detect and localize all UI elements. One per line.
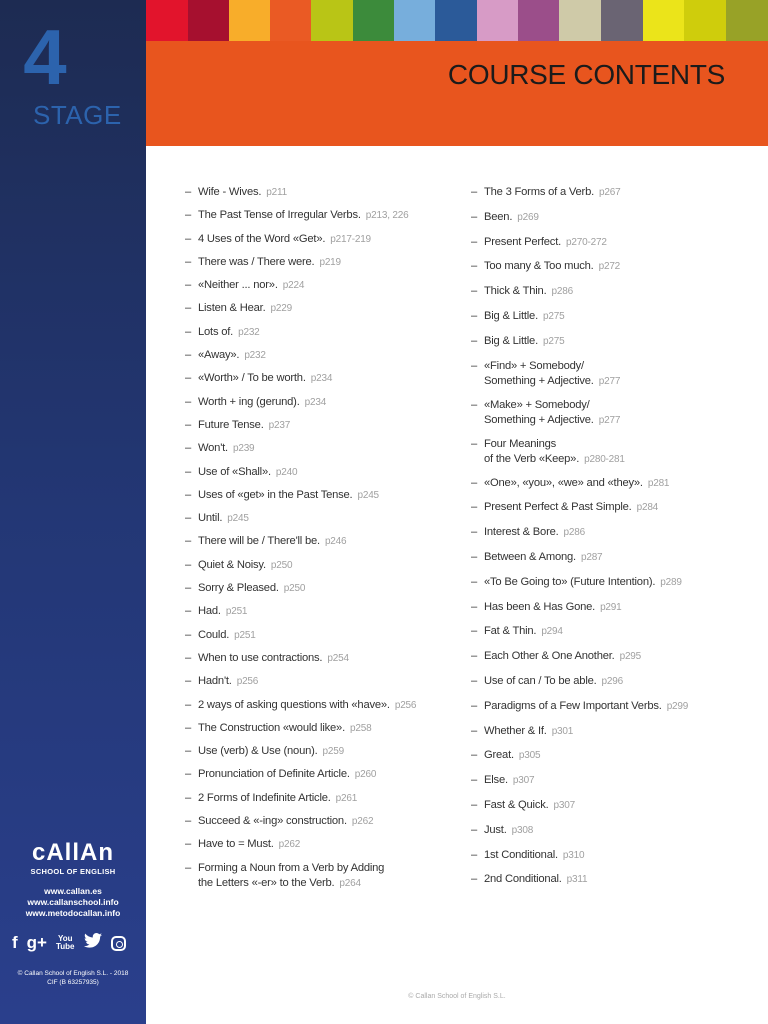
contents-item-page: p260 — [354, 769, 377, 781]
contents-item-page: p217-219 — [330, 233, 371, 245]
contents-item-page: p251 — [234, 629, 256, 641]
contents-item-title: 2 ways of asking questions with «have». — [198, 698, 390, 711]
contents-item-page: p250 — [270, 559, 293, 571]
contents-item-title: Succeed & «-ing» construction. — [198, 815, 347, 828]
contents-item-page: p250 — [283, 583, 306, 595]
contents-item-title: Too many & Too much. — [484, 260, 594, 273]
color-swatch — [311, 0, 353, 41]
contents-item-title: Four Meanings of the Verb «Keep». — [484, 437, 580, 465]
contents-right-column — [471, 185, 761, 897]
link-metodocallan-info[interactable]: www.metodocallan.info — [25, 908, 121, 918]
callan-logo — [0, 840, 146, 876]
contents-item — [471, 823, 761, 848]
contents-item-title: Else. — [484, 774, 508, 787]
contents-item — [185, 208, 465, 231]
contents-item — [185, 301, 465, 324]
contents-item-title: Thick & Thin. — [484, 285, 547, 298]
contents-item-title: Present Perfect. — [484, 235, 562, 248]
youtube-icon-bottom: Tube — [55, 942, 75, 951]
contents-item-title: Worth + ing (gerund). — [198, 395, 300, 408]
contents-item — [185, 721, 465, 744]
contents-item-title: Big & Little. — [484, 334, 538, 347]
color-swatch — [726, 0, 768, 41]
contents-item-page: p294 — [541, 626, 563, 638]
contents-item-page: p281 — [647, 477, 670, 489]
sidebar-copyright-line2: CIF (B 63257935) — [47, 979, 99, 986]
contents-item-title: The Construction «would like». — [198, 721, 345, 734]
contents-item — [471, 724, 761, 749]
contents-item-page: p307 — [553, 799, 575, 811]
contents-item-page: p234 — [310, 373, 333, 385]
link-callanschool-info[interactable]: www.callanschool.info — [27, 897, 119, 907]
contents-item-page: p270-272 — [566, 236, 607, 248]
contents-item-title: Future Tense. — [198, 418, 264, 431]
contents-item-page: p296 — [601, 675, 623, 687]
sidebar-copyright — [0, 969, 146, 987]
contents-item-page: p267 — [599, 187, 621, 198]
contents-item — [185, 441, 465, 464]
contents-item-title: «One», «you», «we» and «they». — [484, 476, 643, 489]
stage-number: 4 — [23, 13, 67, 101]
contents-item-page: p291 — [600, 601, 622, 613]
contents-item — [185, 837, 465, 860]
contents-item — [185, 604, 465, 627]
contents-item — [185, 395, 465, 418]
contents-item — [471, 848, 761, 873]
contents-item-title: «Find» + Somebody/ Something + Adjective. — [484, 359, 594, 387]
google-plus-icon[interactable]: g+ — [26, 933, 47, 952]
contents-item — [185, 628, 465, 651]
contents-item-title: Use of «Shall». — [198, 465, 271, 478]
contents-item-title: Just. — [484, 823, 507, 836]
contents-item-page: p245 — [227, 513, 249, 525]
color-swatch — [353, 0, 394, 41]
contents-item-page: p264 — [339, 877, 361, 889]
contents-item-page: p277 — [598, 414, 621, 426]
contents-item — [471, 649, 761, 674]
contents-item-title: Won't. — [198, 442, 228, 455]
youtube-icon[interactable] — [56, 935, 75, 951]
contents-item-page: p286 — [551, 286, 573, 298]
contents-item-page: p211 — [266, 187, 287, 198]
contents-item — [471, 309, 761, 334]
contents-item-title: Quiet & Noisy. — [198, 558, 266, 571]
contents-item — [471, 500, 761, 525]
contents-item — [185, 511, 465, 534]
contents-item-page: p307 — [512, 775, 535, 787]
contents-item — [471, 359, 761, 398]
contents-item — [471, 674, 761, 699]
contents-item — [185, 651, 465, 674]
contents-item-page: p224 — [282, 280, 305, 292]
contents-item — [185, 488, 465, 511]
contents-item — [185, 558, 465, 581]
color-swatch — [435, 0, 477, 41]
contents-item-title: Hadn't. — [198, 675, 232, 688]
color-swatch — [643, 0, 684, 41]
contents-item — [471, 773, 761, 798]
contents-item-title: Sorry & Pleased. — [198, 582, 279, 595]
contents-item — [185, 814, 465, 837]
contents-item — [185, 674, 465, 697]
contents-item-page: p256 — [236, 676, 259, 688]
contents-item — [471, 624, 761, 649]
contents-item-title: «Neither ... nor». — [198, 279, 278, 292]
contents-item-title: Pronunciation of Definite Article. — [198, 768, 350, 781]
contents-item — [471, 259, 761, 284]
contents-item-title: Each Other & One Another. — [484, 650, 615, 663]
logo-subtitle: SCHOOL OF ENGLISH — [30, 867, 116, 876]
contents-item — [471, 600, 761, 625]
contents-item-page: p262 — [278, 839, 301, 851]
logo-wordmark: cAllAn — [31, 839, 114, 866]
contents-item-title: Interest & Bore. — [484, 526, 559, 539]
contents-item-page: p245 — [357, 489, 379, 501]
contents-item — [471, 748, 761, 773]
page-title: COURSE CONTENTS — [447, 59, 725, 90]
link-callan-es[interactable]: www.callan.es — [44, 886, 102, 896]
contents-item-title: Listen & Hear. — [198, 302, 266, 315]
contents-item — [471, 210, 761, 235]
contents-item-page: p258 — [349, 722, 372, 734]
contents-item-title: Use (verb) & Use (noun). — [198, 745, 318, 758]
contents-item-title: Lots of. — [198, 325, 234, 338]
stage-label: STAGE — [33, 100, 122, 130]
contents-item-page: p289 — [660, 576, 682, 588]
contents-item-title: Had. — [198, 605, 221, 618]
instagram-icon[interactable] — [111, 936, 126, 951]
contents-item-title: 2 Forms of Indefinite Article. — [198, 791, 331, 804]
contents-item-title: Whether & If. — [484, 724, 547, 737]
contents-item-page: p240 — [275, 466, 298, 478]
contents-item — [471, 437, 761, 476]
contents-item-title: «To Be Going to» (Future Intention). — [484, 575, 656, 588]
contents-item — [185, 534, 465, 557]
contents-item — [471, 872, 761, 897]
social-icons — [12, 933, 126, 953]
contents-item-page: p280-281 — [584, 453, 625, 465]
contents-item — [185, 698, 465, 721]
color-swatch — [146, 0, 188, 41]
contents-item — [185, 278, 465, 301]
sidebar-copyright-line1: © Callan School of English S.L. - 2018 — [17, 970, 129, 977]
contents-item — [471, 550, 761, 575]
contents-item-title: Present Perfect & Past Simple. — [484, 501, 632, 514]
youtube-icon-top: You — [57, 934, 73, 943]
contents-item-title: Wife - Wives. — [198, 186, 262, 198]
contents-item — [471, 235, 761, 260]
contents-item — [185, 255, 465, 278]
contents-item-title: Have to = Must. — [198, 838, 274, 851]
color-swatch — [601, 0, 643, 41]
contents-item-page: p219 — [319, 256, 341, 268]
contents-item-page: p269 — [517, 211, 539, 223]
contents-item-page: p234 — [304, 396, 327, 408]
color-swatch — [188, 0, 229, 41]
color-swatch — [270, 0, 311, 41]
contents-item-page: p295 — [619, 651, 642, 663]
contents-item-page: p254 — [327, 652, 349, 664]
contents-item — [185, 232, 465, 255]
contents-item-page: p275 — [543, 335, 565, 347]
contents-item-page: p284 — [636, 502, 659, 514]
contents-item-page: p299 — [666, 700, 689, 712]
contents-item — [471, 575, 761, 600]
contents-item-title: 1st Conditional. — [484, 848, 558, 861]
contents-item-page: p239 — [232, 443, 255, 455]
contents-item-page: p213, 226 — [365, 210, 409, 222]
contents-item — [471, 476, 761, 501]
contents-item-title: Could. — [198, 628, 230, 641]
contents-item-page: p286 — [563, 527, 585, 539]
contents-item — [185, 744, 465, 767]
contents-item-page: p246 — [324, 536, 347, 548]
contents-item — [185, 791, 465, 814]
color-swatch — [559, 0, 601, 41]
contents-item — [471, 798, 761, 823]
contents-item-page: p262 — [351, 816, 374, 828]
color-swatch — [684, 0, 726, 41]
contents-item-title: Fast & Quick. — [484, 798, 549, 811]
contents-item — [471, 284, 761, 309]
contents-item-title: Between & Among. — [484, 550, 576, 563]
color-swatch — [477, 0, 518, 41]
contents-item — [185, 348, 465, 371]
facebook-icon[interactable]: f — [12, 933, 18, 952]
contents-item-page: p277 — [598, 375, 621, 387]
contents-item-page: p237 — [268, 419, 291, 431]
contents-item — [185, 767, 465, 790]
contents-item-title: Fat & Thin. — [484, 625, 537, 638]
contents-item-page: p305 — [518, 750, 541, 762]
contents-item — [185, 465, 465, 488]
contents-item-title: The 3 Forms of a Verb. — [484, 186, 595, 198]
contents-item-title: Big & Little. — [484, 309, 538, 322]
contents-item-title: Been. — [484, 210, 513, 223]
contents-item-page: p275 — [543, 310, 565, 322]
contents-item-title: Has been & Has Gone. — [484, 600, 596, 613]
contents-item — [471, 334, 761, 359]
contents-item-title: «Make» + Somebody/ Something + Adjective. — [484, 398, 594, 426]
contents-item-title: Uses of «get» in the Past Tense. — [198, 488, 353, 501]
contents-item — [471, 398, 761, 437]
website-links — [0, 886, 146, 919]
contents-item-page: p232 — [238, 326, 260, 338]
contents-item-title: There was / There were. — [198, 255, 315, 268]
contents-item-title: 2nd Conditional. — [484, 873, 562, 886]
contents-item-title: The Past Tense of Irregular Verbs. — [198, 209, 361, 222]
contents-item-title: Paradigms of a Few Important Verbs. — [484, 699, 662, 712]
color-strip — [146, 0, 768, 41]
contents-item-title: «Away». — [198, 349, 240, 362]
color-swatch — [518, 0, 559, 41]
contents-item — [471, 525, 761, 550]
contents-item — [471, 185, 761, 210]
contents-item — [185, 185, 465, 208]
contents-item-title: There will be / There'll be. — [198, 535, 320, 548]
contents-item-title: When to use contractions. — [198, 651, 323, 664]
contents-item — [185, 418, 465, 441]
contents-item-page: p256 — [394, 699, 417, 711]
footer-copyright: © Callan School of English S.L. — [408, 993, 506, 1000]
twitter-icon[interactable] — [84, 933, 102, 953]
contents-left-column — [185, 185, 465, 900]
contents-item-page: p308 — [511, 824, 534, 836]
contents-item — [185, 371, 465, 394]
contents-item-page: p287 — [580, 551, 603, 563]
contents-item-title: 4 Uses of the Word «Get». — [198, 232, 326, 245]
contents-item-title: Use of can / To be able. — [484, 674, 597, 687]
contents-item-page: p259 — [322, 746, 344, 758]
contents-item-page: p229 — [270, 303, 292, 315]
color-swatch — [394, 0, 435, 41]
color-swatch — [229, 0, 270, 41]
contents-item-page: p311 — [566, 874, 588, 886]
contents-item-page: p251 — [225, 606, 248, 618]
contents-item-page: p232 — [244, 350, 266, 362]
contents-item-title: Until. — [198, 512, 223, 525]
contents-item-title: Great. — [484, 749, 514, 762]
sidebar — [0, 0, 146, 1024]
contents-item — [185, 581, 465, 604]
contents-item-page: p310 — [562, 849, 585, 861]
contents-item — [185, 861, 465, 900]
header-banner — [146, 41, 768, 146]
contents-item-page: p272 — [598, 261, 621, 273]
contents-item-page: p301 — [551, 725, 574, 737]
contents-item-page: p261 — [335, 792, 358, 804]
contents-item — [471, 699, 761, 724]
contents-item-title: «Worth» / To be worth. — [198, 372, 306, 385]
contents-item — [185, 325, 465, 348]
contents-item-title: Forming a Noun from a Verb by Adding the Letters «-er» to the Verb. — [198, 861, 385, 889]
